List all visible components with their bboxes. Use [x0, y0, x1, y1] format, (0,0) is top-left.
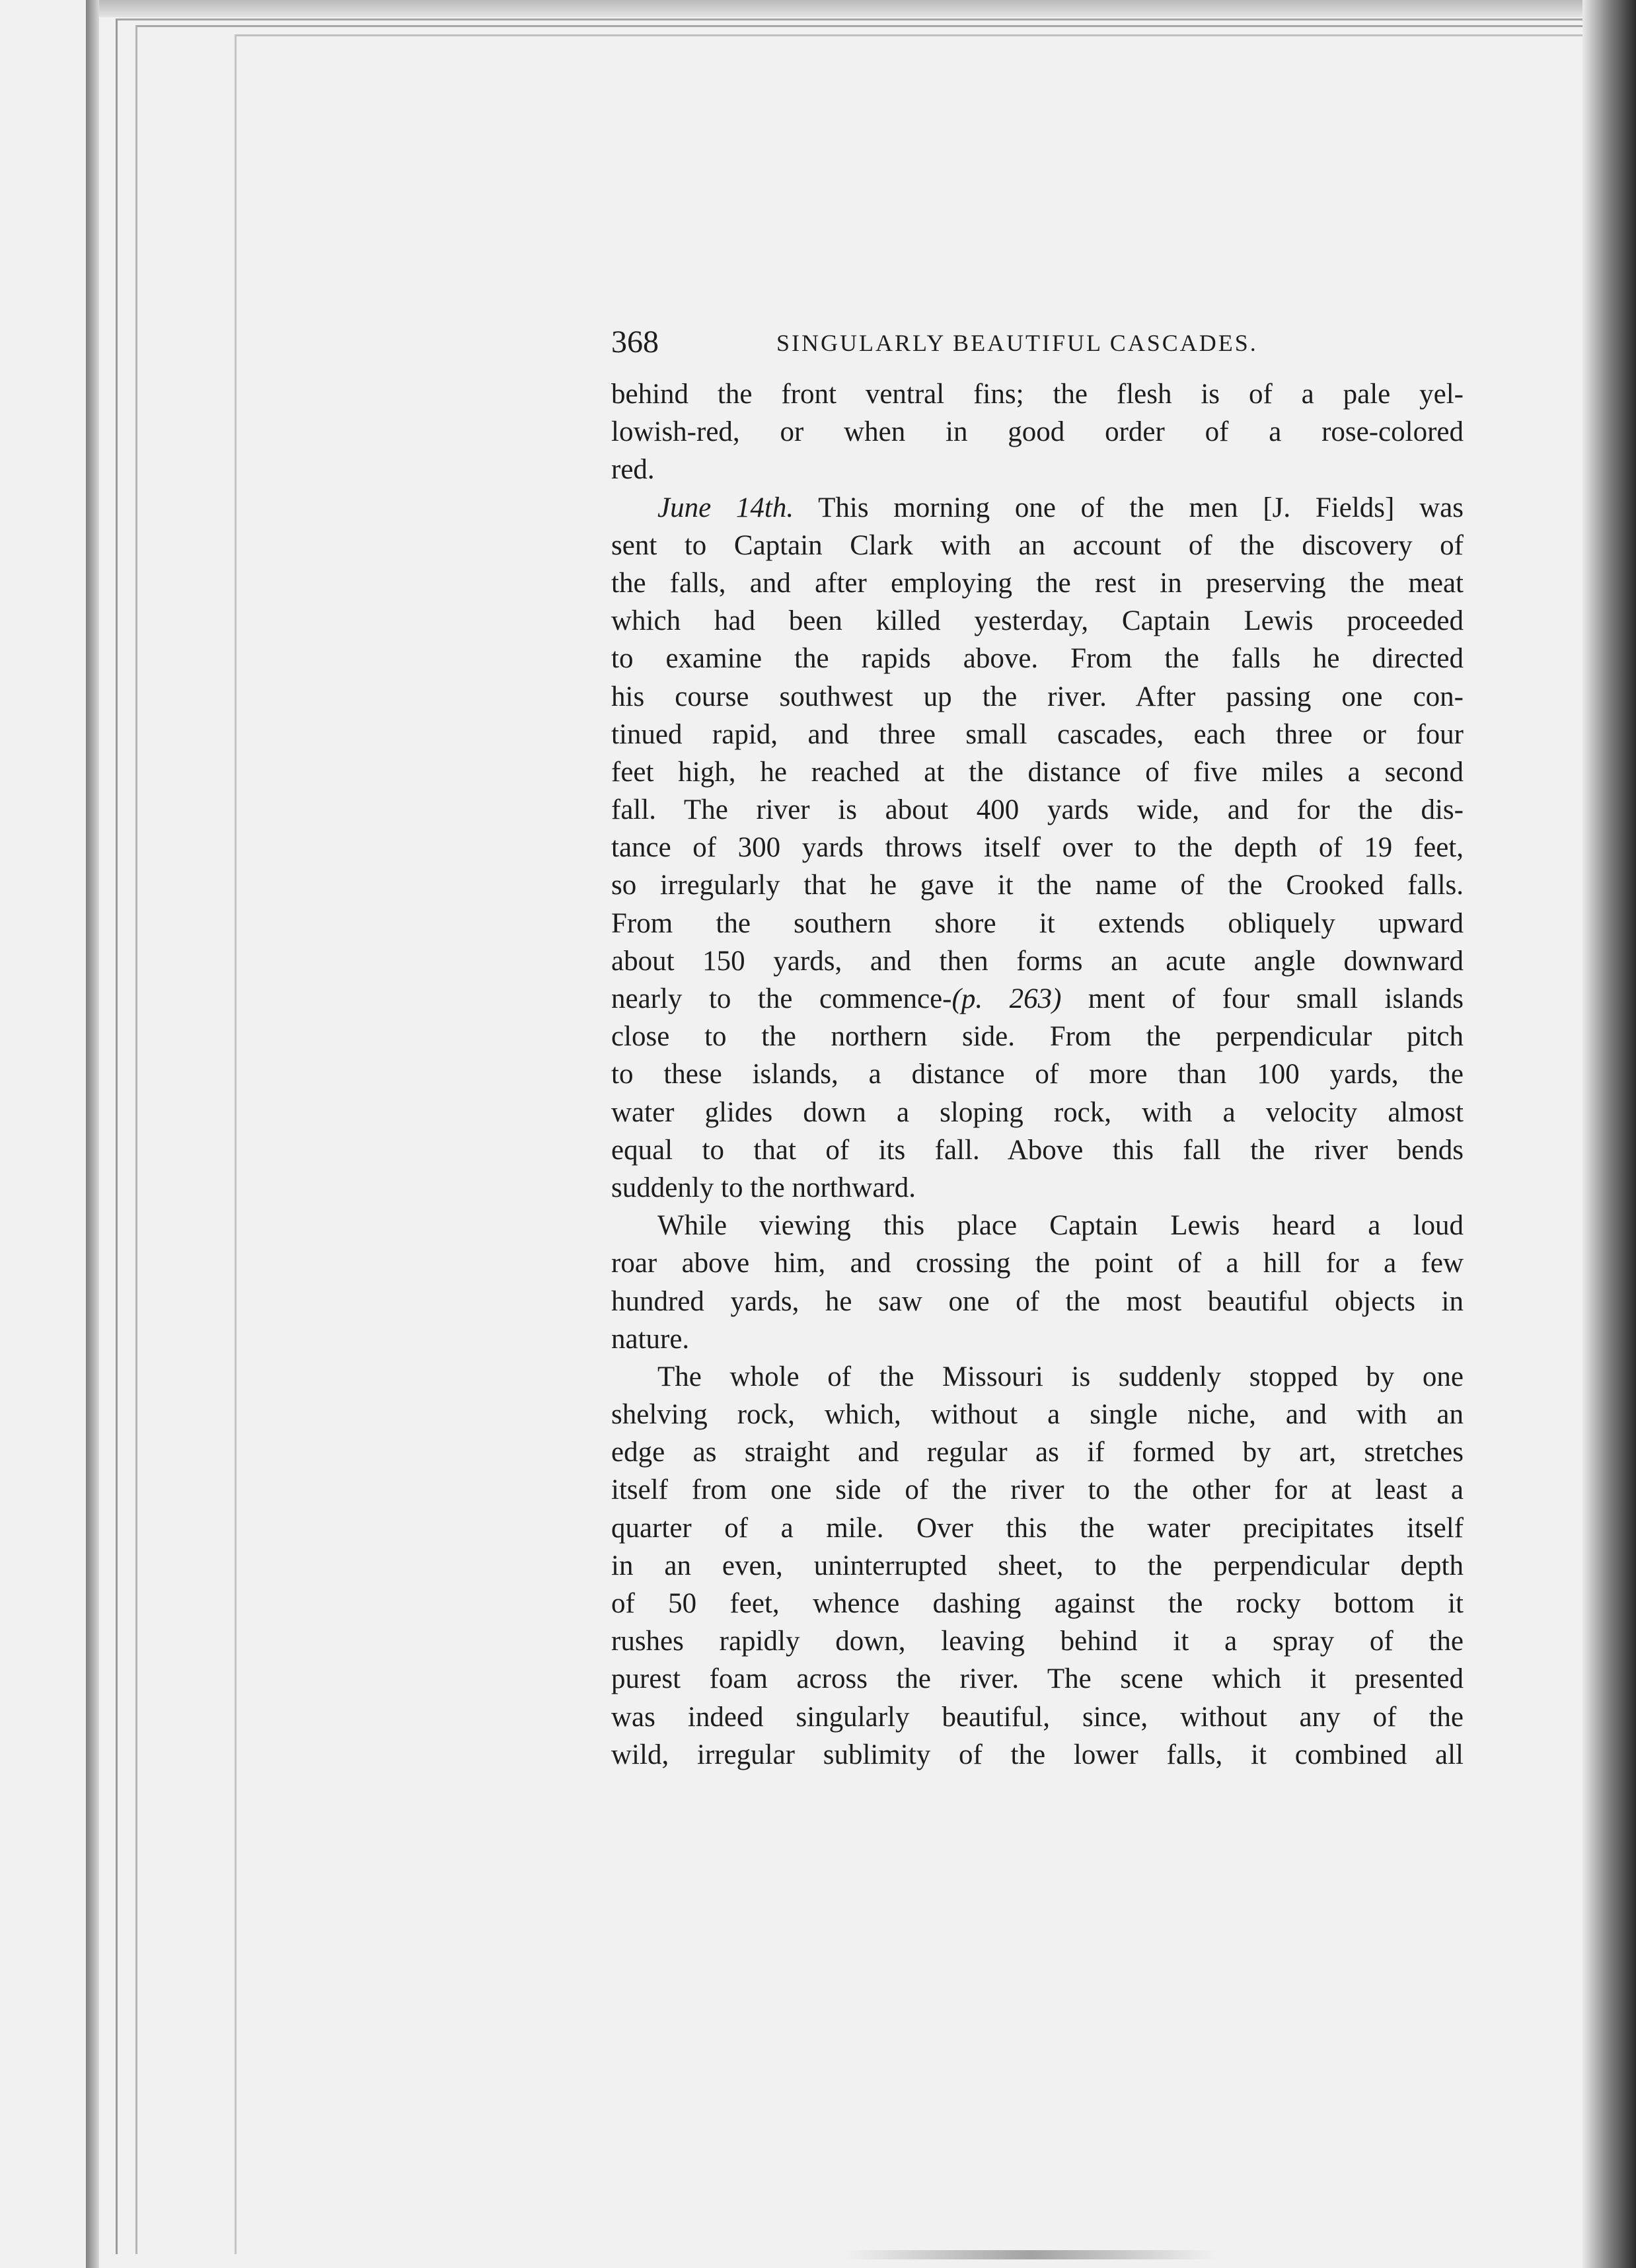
line-text: tinued rapid, and three small cascades, each three or four: [611, 718, 1464, 750]
line-text: to examine the rapids above. From the falls he directed: [611, 643, 1464, 675]
line-text: rushes rapidly down, leaving behind it a spray of the: [611, 1626, 1464, 1657]
text-line: [611, 1244, 1464, 1282]
text-line: [611, 640, 1464, 677]
line-text: nearly to the commence-: [611, 983, 952, 1014]
line-text-tail: ment of four small islands: [1061, 983, 1464, 1014]
line-text: feet high, he reached at the distance of five miles a second: [611, 756, 1464, 788]
date-heading: June 14th.: [657, 492, 794, 523]
line-text: sent to Captain Clark with an account of the discovery of: [611, 529, 1464, 561]
line-text: the falls, and after employing the rest in preserving the meat: [611, 567, 1464, 599]
text-line: [611, 1509, 1464, 1547]
line-separator: [794, 492, 818, 523]
line-text: wild, irregular sublimity of the lower falls, it combined all: [611, 1739, 1464, 1770]
line-text: to these islands, a distance of more than 100 yards, the: [611, 1059, 1464, 1090]
text-line: [611, 527, 1464, 564]
text-line: [611, 1055, 1464, 1093]
text-line: [611, 451, 1464, 488]
text-line: [611, 413, 1464, 451]
text-line: [611, 1131, 1464, 1169]
text-line: [611, 1585, 1464, 1622]
text-line: [611, 1622, 1464, 1660]
line-text: red.: [611, 454, 655, 486]
text-line: [611, 1094, 1464, 1131]
line-text: lowish-red, or when in good order of a rose-colored: [611, 416, 1464, 448]
line-text: suddenly to the northward.: [611, 1172, 916, 1203]
text-line: [611, 1207, 1464, 1244]
scan-top-edge: [86, 0, 1612, 17]
text-line: [611, 1396, 1464, 1433]
text-line: [611, 980, 1464, 1018]
line-text: which had been killed yesterday, Captain Lewis proceeded: [611, 605, 1464, 637]
text-line: [611, 1698, 1464, 1736]
line-text: behind the front ventral fins; the flesh is of a pale yel-: [611, 379, 1464, 410]
line-text: tance of 300 yards throws itself over to the depth of 19 feet,: [611, 832, 1464, 864]
line-text: in an even, uninterrupted sheet, to the perpendicular depth: [611, 1550, 1464, 1581]
line-text: shelving rock, which, without a single niche, and with an: [611, 1399, 1464, 1431]
page-reference: (p. 263): [951, 983, 1062, 1014]
line-text: hundred yards, he saw one of the most beautiful objects in: [611, 1285, 1464, 1317]
book-binding-shadow: [1582, 0, 1636, 2268]
line-text: water glides down a sloping rock, with a velocity almost: [611, 1096, 1464, 1128]
line-text: equal to that of its fall. Above this fall the river bends: [611, 1134, 1464, 1166]
line-text: While viewing this place Captain Lewis heard a loud: [657, 1210, 1464, 1242]
text-line: [611, 905, 1464, 942]
text-line: [611, 1471, 1464, 1509]
text-line: [611, 375, 1464, 413]
text-line: [611, 678, 1464, 716]
text-line: [611, 489, 1464, 527]
line-text: his course southwest up the river. After passing one con-: [611, 681, 1464, 712]
text-line: [611, 1320, 1464, 1358]
body-text: [611, 375, 1464, 1774]
line-text: This morning one of the men [J. Fields] was: [818, 492, 1464, 523]
text-line: [611, 716, 1464, 753]
text-line: [611, 753, 1464, 791]
scan-left-edge: [86, 0, 99, 2268]
text-line: [611, 1736, 1464, 1774]
text-line: [611, 791, 1464, 829]
line-text: quarter of a mile. Over this the water precipitates itself: [611, 1512, 1464, 1544]
line-text: edge as straight and regular as if formed by art, stretches: [611, 1437, 1464, 1468]
text-line: [611, 829, 1464, 866]
page-header: [611, 322, 1292, 362]
page-number: 368: [611, 324, 659, 359]
text-line: [611, 1547, 1464, 1585]
line-text: nature.: [611, 1323, 690, 1355]
line-text: itself from one side of the river to the other for at least a: [611, 1474, 1464, 1506]
text-line: [611, 564, 1464, 602]
line-text: From the southern shore it extends obliquely upward: [611, 907, 1464, 939]
scan-smudge: [846, 2250, 1216, 2259]
text-line: [611, 1018, 1464, 1055]
text-line: [611, 866, 1464, 904]
line-text: of 50 feet, whence dashing against the rocky bottom it: [611, 1588, 1464, 1619]
line-text: The whole of the Missouri is suddenly stopped by one: [657, 1361, 1464, 1392]
line-text: so irregularly that he gave it the name of the Crooked falls.: [611, 870, 1464, 901]
text-line: [611, 1283, 1464, 1320]
text-line: [611, 1660, 1464, 1698]
text-line: [611, 1358, 1464, 1396]
line-text: about 150 yards, and then forms an acute angle downward: [611, 945, 1464, 977]
running-head: SINGULARLY BEAUTIFUL CASCADES.: [776, 330, 1258, 356]
line-text: purest foam across the river. The scene which it presented: [611, 1663, 1464, 1695]
text-line: [611, 1433, 1464, 1471]
line-text: close to the northern side. From the perpendicular pitch: [611, 1021, 1464, 1053]
line-text: roar above him, and crossing the point of a hill for a few: [611, 1248, 1464, 1279]
text-line: [611, 1169, 1464, 1207]
text-line: [611, 942, 1464, 980]
line-text: was indeed singularly beautiful, since, without any of the: [611, 1701, 1464, 1733]
line-text: fall. The river is about 400 yards wide, and for the dis-: [611, 794, 1464, 826]
text-line: [611, 602, 1464, 640]
